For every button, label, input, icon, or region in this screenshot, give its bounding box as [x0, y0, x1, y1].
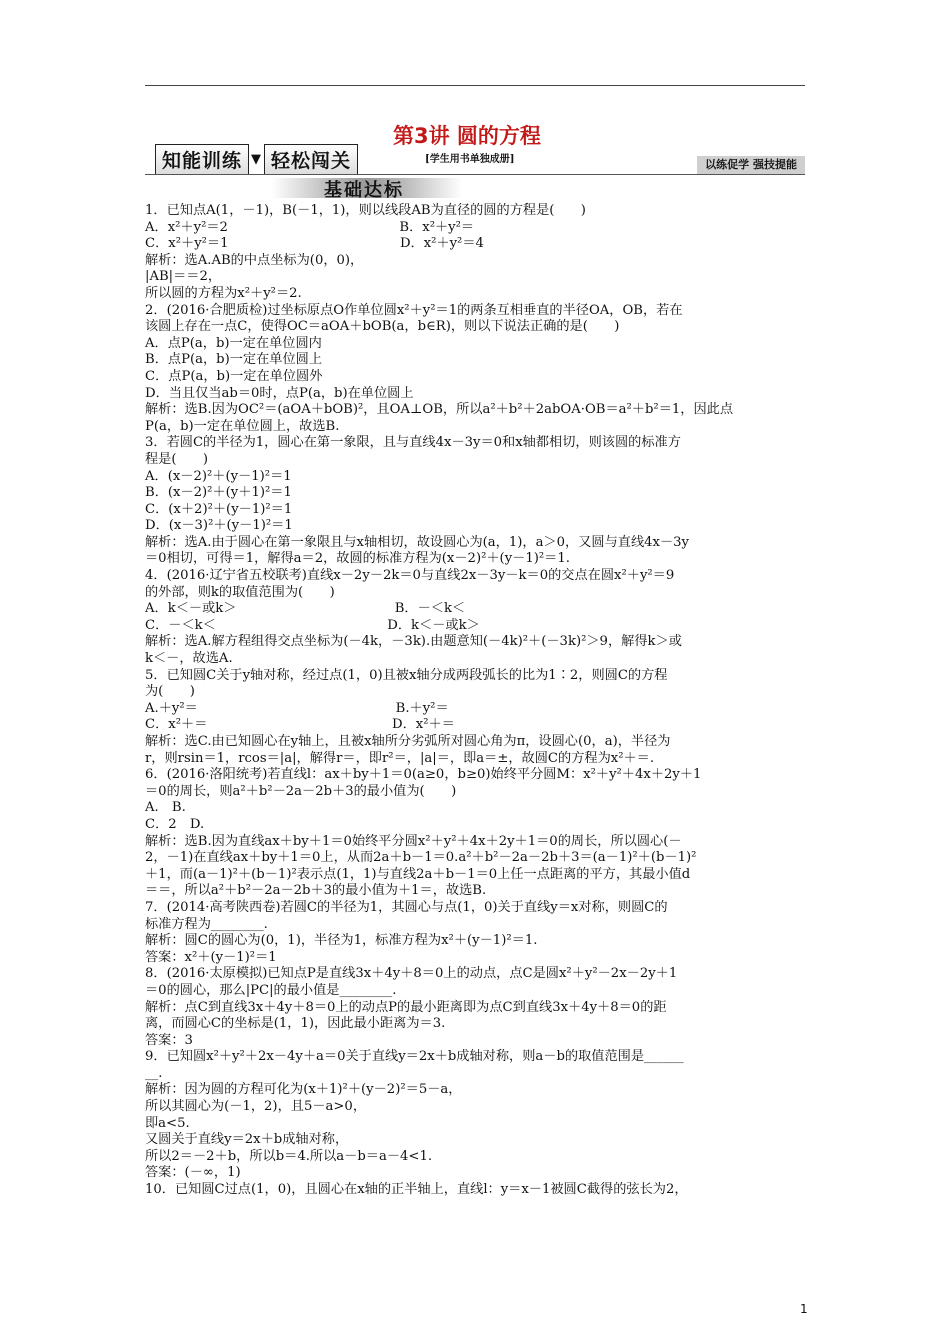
- text-line: 解析：选B.因为直线ax＋by＋1＝0始终平分圆x²＋y²＋4x＋2y＋1＝0的周长，所以圆心(－: [145, 833, 682, 849]
- text-line: 10．已知圆C过点(1，0)，且圆心在x轴的正半轴上，直线l：y＝x－1被圆C截得的弦长为2，: [145, 1182, 688, 1198]
- text-line: 解析：选B.因为OC²＝(aOA＋bOB)²，且OA⊥OB，所以a²＋b²＋2abOA·OB＝a²＋b²＝1，因此点: [145, 402, 734, 418]
- text-line: |AB|＝＝2，: [145, 269, 222, 285]
- header-rule: [145, 174, 805, 175]
- text-line: 4．(2016·辽宁省五校联考)直线x－2y－2k＝0与直线2x－3y－k＝0的交点在圆x²＋y²＝9: [145, 568, 675, 584]
- text-line: __.: [145, 1065, 163, 1081]
- triangle-down-icon: ▼: [251, 151, 263, 167]
- document-body: [145, 203, 807, 1199]
- text-line: ＋1，而(a－1)²＋(b－1)²表示点(1，1)与直线2a＋b－1＝0上任一点距离的平方，其最小值d: [145, 866, 691, 882]
- section-heading: [272, 176, 472, 200]
- text-line: 离，而圆心C的坐标是(1，1)，因此最小距离为＝3.: [145, 1016, 446, 1032]
- text-line: D．(x－3)²＋(y－1)²＝1: [145, 518, 293, 534]
- text-line: P(a，b)一定在单位圆上，故选B.: [145, 418, 340, 434]
- page-subtitle: [学生用书单独成册]: [425, 154, 515, 165]
- text-line: A.＋y²＝ B.＋y²＝: [145, 700, 449, 716]
- page-number: 1: [800, 1302, 808, 1316]
- text-line: 5．已知圆C关于y轴对称，经过点(1，0)且被x轴分成两段弧长的比为1∶2，则圆C的方程: [145, 667, 668, 683]
- text-line: 8．(2016·太原模拟)已知点P是直线3x＋4y＋8＝0上的动点，点C是圆x²＋y²－2x－2y＋1: [145, 966, 678, 982]
- text-line: 所以其圆心为(－1，2)，且5－a>0，: [145, 1099, 367, 1115]
- text-line: 解析：选C.由已知圆心在y轴上，且被x轴所分劣弧所对圆心角为π，设圆心(0，a)，半径为: [145, 734, 671, 749]
- text-line: 程是( ): [145, 451, 209, 467]
- text-line: 1．已知点A(1，－1)，B(－1，1)，则以线段AB为直径的圆的方程是( ): [145, 203, 586, 218]
- text-line: 2，－1)在直线ax＋by＋1＝0上，从而2a＋b－1＝0.a²＋b²－2a－2b＋3＝(a－1)²＋(b－1)²: [145, 850, 697, 866]
- text-line: 9．已知圆x²＋y²＋2x－4y＋a＝0关于直线y＝2x＋b成轴对称，则a－b的取值范围是______: [145, 1049, 684, 1065]
- banner-right: 以练促学 强技提能: [697, 156, 805, 174]
- text-line: A．x²＋y²＝2 B．x²＋y²＝: [145, 219, 475, 235]
- banner-left-part2: 轻松闯关: [264, 144, 358, 175]
- page-title: 第3讲 圆的方程: [393, 124, 541, 148]
- section-heading-label: 基础达标: [324, 180, 404, 201]
- text-line: ＝0的周长，则a²＋b²－2a－2b＋3的最小值为( ): [145, 783, 457, 799]
- text-line: 解析：点C到直线3x＋4y＋8＝0上的动点P的最小距离即为点C到直线3x＋4y＋8＝0的距: [145, 999, 667, 1015]
- text-line: C．x²＋＝ D．x²＋＝: [145, 717, 455, 733]
- text-line: 该圆上存在一点C，使得OC＝aOA＋bOB(a，b∈R)，则以下说法正确的是( ): [145, 319, 620, 335]
- text-line: A．(x－2)²＋(y－1)²＝1: [145, 468, 292, 484]
- text-line: 解析：选A.AB的中点坐标为(0，0)，: [145, 252, 364, 268]
- text-line: ＝0的圆心，那么|PC|的最小值是________.: [145, 982, 397, 998]
- text-line: k＜－，故选A.: [145, 651, 233, 667]
- text-line: C．x²＋y²＝1 D．x²＋y²＝4: [145, 236, 484, 252]
- text-line: 解析：选A.由于圆心在第一象限且与x轴相切，故设圆心为(a，1)，a＞0，又圆与直线4x－3y: [145, 534, 689, 550]
- top-rule: [145, 85, 805, 86]
- text-line: ＝＝，所以a²＋b²－2a－2b＋3的最小值为＋1＝，故选B.: [145, 883, 487, 899]
- banner-left: [155, 146, 358, 172]
- text-line: 答案：3: [145, 1032, 193, 1048]
- page-header: [145, 118, 805, 180]
- text-line: 标准方程为________.: [145, 916, 268, 932]
- text-line: A．点P(a，b)一定在单位圆内: [145, 335, 322, 351]
- text-line: 7．(2014·高考陕西卷)若圆C的半径为1，其圆心与点(1，0)关于直线y＝x对称，则圆C的: [145, 899, 668, 915]
- text-line: 所以2＝－2＋b，所以b＝4.所以a－b＝a－4<1.: [145, 1148, 433, 1164]
- text-line: 答案：x²＋(y－1)²＝1: [145, 949, 277, 965]
- text-line: A. B.: [145, 800, 186, 816]
- text-line: 所以圆的方程为x²＋y²＝2.: [145, 285, 302, 301]
- text-line: r，则rsin＝1，rcos＝|a|，解得r＝，即r²＝，|a|＝，即a＝±，故圆C的方程为x²＋＝.: [145, 750, 655, 766]
- text-line: 3．若圆C的半径为1，圆心在第一象限，且与直线4x－3y＝0和x轴都相切，则该圆的标准方: [145, 435, 681, 451]
- text-line: A．k＜－或k＞ B．－＜k＜: [145, 601, 466, 617]
- text-line: 为( ): [145, 684, 195, 700]
- text-line: 2．(2016·合肥质检)过坐标原点O作单位圆x²＋y²＝1的两条互相垂直的半径OA，OB，若在: [145, 302, 683, 318]
- text-line: 解析：因为圆的方程可化为(x＋1)²＋(y－2)²＝5－a，: [145, 1082, 462, 1098]
- text-line: C．－＜k＜ D．k＜－或k＞: [145, 617, 480, 633]
- text-line: 的外部，则k的取值范围为( ): [145, 584, 335, 600]
- text-line: C．2 D.: [145, 816, 205, 832]
- text-line: 答案：(－∞，1): [145, 1165, 241, 1181]
- text-line: B．(x－2)²＋(y＋1)²＝1: [145, 485, 292, 501]
- text-line: 6．(2016·洛阳统考)若直线l：ax＋by＋1＝0(a≥0，b≥0)始终平分圆M：x²＋y²＋4x＋2y＋1: [145, 767, 702, 783]
- text-line: C．(x＋2)²＋(y－1)²＝1: [145, 501, 293, 517]
- text-line: 解析：选A.解方程组得交点坐标为(－4k，－3k).由题意知(－4k)²＋(－3k)²＞9，解得k＞或: [145, 634, 682, 650]
- text-line: 解析：圆C的圆心为(0，1)，半径为1，标准方程为x²＋(y－1)²＝1.: [145, 933, 538, 949]
- text-line: 又圆关于直线y＝2x＋b成轴对称，: [145, 1132, 349, 1148]
- text-line: C．点P(a，b)一定在单位圆外: [145, 368, 323, 384]
- text-line: B．点P(a，b)一定在单位圆上: [145, 352, 323, 368]
- text-line: ＝0相切，可得＝1，解得a＝2，故圆的标准方程为(x－2)²＋(y－1)²＝1.: [145, 551, 570, 567]
- banner-left-part1: 知能训练: [155, 144, 249, 175]
- text-line: D．当且仅当ab＝0时，点P(a，b)在单位圆上: [145, 385, 414, 401]
- text-line: 即a<5.: [145, 1115, 190, 1131]
